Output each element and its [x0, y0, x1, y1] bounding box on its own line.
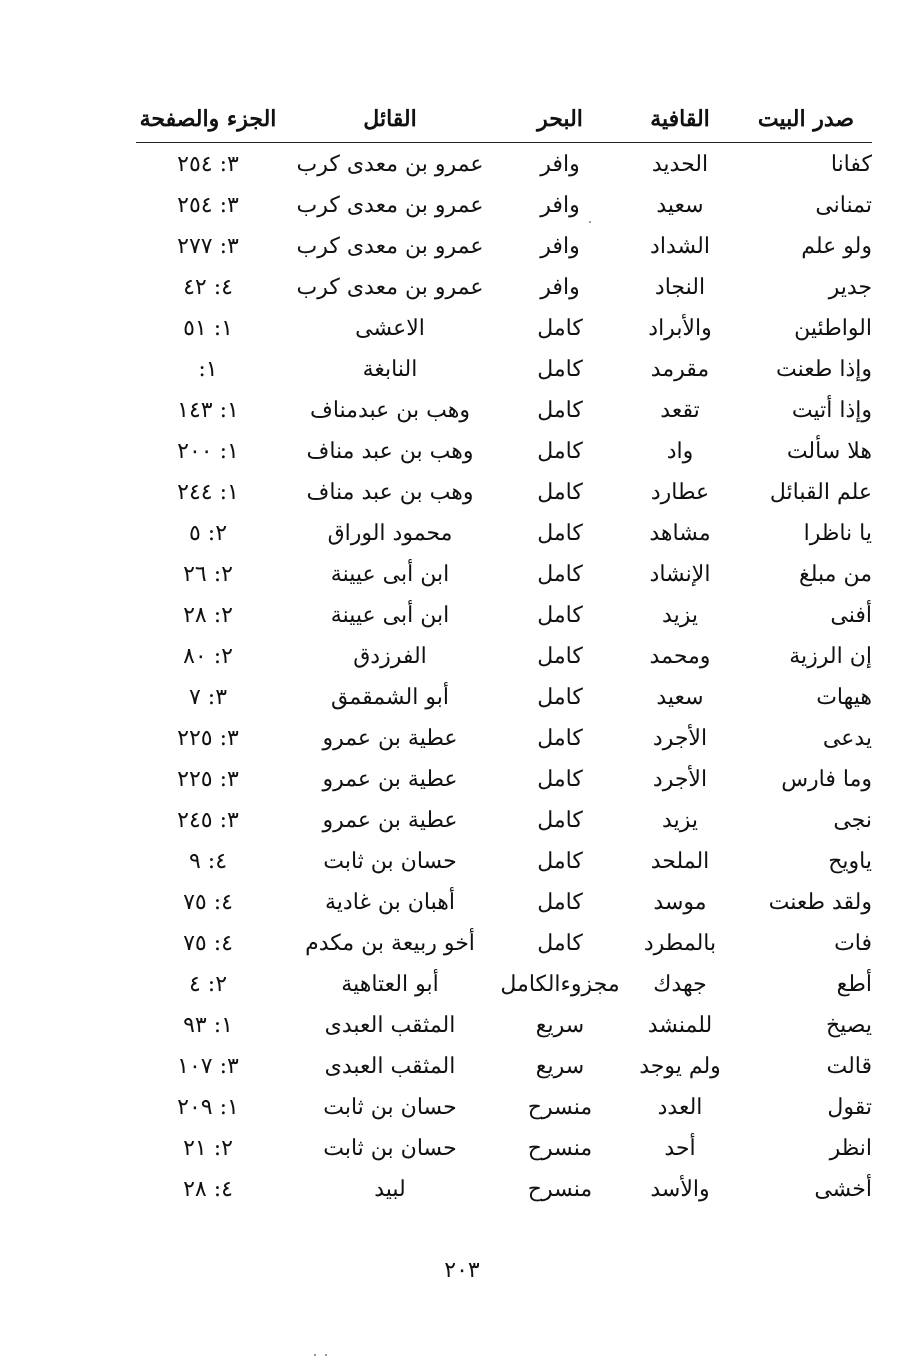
cell-rhyme: ومحمد: [649, 644, 711, 669]
table-row: [136, 595, 872, 636]
cell-meter: كامل: [537, 316, 583, 341]
cell-poet: المثقب العبدى: [324, 1054, 456, 1079]
header-rhyme: القافية: [650, 106, 710, 132]
cell-poet: عمرو بن معدى كرب: [296, 152, 484, 177]
cell-verse: الواطئين: [794, 316, 872, 341]
table-row: [136, 636, 872, 677]
cell-meter: كامل: [537, 603, 583, 628]
cell-volume-page: ٣: ٢٤٥: [177, 808, 239, 833]
page-number: ٢٠٣: [444, 1258, 480, 1283]
cell-meter: وافر: [540, 234, 580, 259]
cell-meter: سريع: [535, 1054, 585, 1079]
cell-poet: أبو العتاهية: [341, 972, 439, 997]
cell-rhyme: الحديد: [651, 152, 709, 177]
cell-rhyme: الإنشاد: [649, 562, 711, 587]
table-row: [136, 882, 872, 923]
cell-poet: النابغة: [362, 357, 418, 382]
cell-rhyme: جهدك: [653, 972, 707, 997]
cell-meter: كامل: [537, 480, 583, 505]
table-row: [136, 759, 872, 800]
cell-poet: عمرو بن معدى كرب: [296, 275, 484, 300]
cell-poet: عطية بن عمرو: [322, 767, 458, 792]
cell-meter: منسرح: [527, 1177, 593, 1202]
cell-rhyme: أحد: [664, 1136, 696, 1161]
cell-meter: كامل: [537, 808, 583, 833]
cell-rhyme: الشداد: [650, 234, 710, 259]
header-verse: صدر البيت: [757, 106, 855, 132]
table-row: [136, 1128, 872, 1169]
cell-poet: حسان بن ثابت: [323, 1136, 457, 1161]
cell-meter: مجزوءالكامل: [500, 972, 620, 997]
cell-verse: قالت: [826, 1054, 872, 1079]
cell-poet: ابن أبى عيينة: [330, 603, 450, 628]
cell-rhyme: مشاهد: [649, 521, 711, 546]
table-row: [136, 677, 872, 718]
cell-meter: كامل: [537, 357, 583, 382]
cell-volume-page: ٢: ٥: [188, 521, 228, 546]
cell-verse: إن الرزية: [789, 644, 872, 669]
cell-volume-page: ٤: ٧٥: [183, 890, 233, 915]
cell-rhyme: العدد: [657, 1095, 703, 1120]
cell-rhyme: عطارد: [650, 480, 710, 505]
cell-meter: وافر: [540, 152, 580, 177]
cell-meter: منسرح: [527, 1136, 593, 1161]
cell-meter: كامل: [537, 685, 583, 710]
cell-volume-page: ٣: ٢٢٥: [177, 726, 239, 751]
cell-volume-page: ٣: ٢٥٤: [177, 193, 239, 218]
cell-poet: عطية بن عمرو: [322, 808, 458, 833]
cell-volume-page: ٤: ٧٥: [183, 931, 233, 956]
cell-volume-page: ٣: ٢٢٥: [177, 767, 239, 792]
cell-volume-page: ٣: ٢٧٧: [177, 234, 239, 259]
cell-rhyme: النجاد: [654, 275, 706, 300]
cell-meter: وافر: [540, 193, 580, 218]
cell-volume-page: ٤: ٢٨: [183, 1177, 233, 1202]
cell-rhyme: يزيد: [662, 808, 698, 833]
cell-verse: وما فارس: [781, 767, 872, 792]
cell-verse: ولو علم: [801, 234, 872, 259]
cell-volume-page: ٣: ٢٥٤: [177, 152, 239, 177]
cell-rhyme: سعيد: [656, 193, 704, 218]
cell-poet: وهب بن عبد مناف: [306, 439, 474, 464]
cell-meter: كامل: [537, 890, 583, 915]
cell-rhyme: والأبراد: [648, 316, 712, 341]
cell-rhyme: تقعد: [660, 398, 700, 423]
table-row: [136, 267, 872, 308]
cell-verse: يا ناظرا: [803, 521, 872, 546]
cell-poet: عطية بن عمرو: [322, 726, 458, 751]
cell-verse: أخشى: [814, 1177, 872, 1202]
cell-verse: كفانا: [830, 152, 872, 177]
cell-rhyme: الأجرد: [652, 726, 708, 751]
cell-poet: حسان بن ثابت: [323, 849, 457, 874]
table-row: [136, 800, 872, 841]
poetry-index-table: [136, 96, 872, 1210]
cell-rhyme: سعيد: [656, 685, 704, 710]
cell-rhyme: موسد: [653, 890, 707, 915]
cell-poet: لبيد: [374, 1177, 406, 1202]
cell-volume-page: ٢: ٢٨: [183, 603, 233, 628]
cell-poet: عمرو بن معدى كرب: [296, 193, 484, 218]
cell-meter: وافر: [540, 275, 580, 300]
cell-meter: سريع: [535, 1013, 585, 1038]
cell-volume-page: ٢: ٨٠: [183, 644, 233, 669]
cell-poet: محمود الوراق: [327, 521, 453, 546]
table-row: [136, 144, 872, 185]
table-row: [136, 472, 872, 513]
table-header-row: [136, 96, 872, 142]
cell-volume-page: ٣: ٧: [188, 685, 228, 710]
cell-poet: أهبان بن غادية: [325, 890, 455, 915]
cell-volume-page: ١: ٢٤٤: [177, 480, 239, 505]
table-row: [136, 718, 872, 759]
cell-poet: حسان بن ثابت: [323, 1095, 457, 1120]
header-poet: القائل: [363, 106, 417, 132]
cell-verse: هيهات: [816, 685, 872, 710]
cell-meter: كامل: [537, 562, 583, 587]
cell-rhyme: الأجرد: [652, 767, 708, 792]
cell-verse: نجى: [833, 808, 872, 833]
cell-poet: وهب بن عبدمناف: [310, 398, 470, 423]
table-row: [136, 185, 872, 226]
cell-verse: وإذا طعنت: [775, 357, 872, 382]
table-row: [136, 1046, 872, 1087]
cell-verse: ياويح: [828, 849, 872, 874]
cell-rhyme: والأسد: [650, 1177, 710, 1202]
cell-meter: كامل: [537, 726, 583, 751]
cell-meter: كامل: [537, 439, 583, 464]
table-row: [136, 390, 872, 431]
cell-meter: كامل: [537, 767, 583, 792]
cell-rhyme: واد: [666, 439, 694, 464]
cell-volume-page: ١:: [198, 357, 218, 382]
cell-verse: من مبلغ: [799, 562, 872, 587]
cell-verse: يصيخ: [825, 1013, 872, 1038]
header-meter: البحر: [537, 106, 583, 132]
cell-volume-page: ٤: ٩: [188, 849, 228, 874]
cell-verse: أفنى: [830, 603, 872, 628]
cell-meter: منسرح: [527, 1095, 593, 1120]
cell-verse: فات: [834, 931, 872, 956]
table-row: [136, 923, 872, 964]
cell-verse: جدير: [828, 275, 872, 300]
cell-meter: كامل: [537, 849, 583, 874]
scan-speck: [589, 221, 591, 223]
table-row: [136, 1169, 872, 1210]
cell-volume-page: ١: ١٤٣: [177, 398, 239, 423]
cell-poet: المثقب العبدى: [324, 1013, 456, 1038]
table-row: [136, 431, 872, 472]
table-body: [136, 144, 872, 1210]
cell-verse: وإذا أتيت: [791, 398, 872, 423]
cell-poet: وهب بن عبد مناف: [306, 480, 474, 505]
cell-verse: أطع: [836, 972, 872, 997]
table-row: [136, 513, 872, 554]
table-row: [136, 1005, 872, 1046]
cell-volume-page: ١: ٥١: [183, 316, 233, 341]
table-row: [136, 1087, 872, 1128]
cell-verse: ولقد طعنت: [768, 890, 872, 915]
cell-verse: تقول: [827, 1095, 872, 1120]
table-row: [136, 554, 872, 595]
table-row: [136, 308, 872, 349]
cell-meter: كامل: [537, 398, 583, 423]
cell-verse: يدعى: [822, 726, 872, 751]
cell-volume-page: ٣: ١٠٧: [177, 1054, 239, 1079]
cell-volume-page: ١: ٢٠٠: [177, 439, 239, 464]
cell-verse: تمنانى: [815, 193, 872, 218]
cell-rhyme: يزيد: [662, 603, 698, 628]
cell-rhyme: للمنشد: [647, 1013, 713, 1038]
cell-rhyme: الملحد: [650, 849, 710, 874]
header-volume-page: الجزء والصفحة: [139, 106, 277, 132]
cell-volume-page: ١: ٢٠٩: [177, 1095, 239, 1120]
cell-poet: أخو ربيعة بن مكدم: [305, 931, 475, 956]
cell-meter: كامل: [537, 931, 583, 956]
cell-poet: ابن أبى عيينة: [330, 562, 450, 587]
cell-volume-page: ٢: ٢١: [183, 1136, 233, 1161]
cell-poet: أبو الشمقمق: [331, 685, 449, 710]
cell-volume-page: ٢: ٢٦: [183, 562, 233, 587]
table-row: [136, 226, 872, 267]
cell-verse: علم القبائل: [769, 480, 872, 505]
cell-rhyme: بالمطرد: [643, 931, 717, 956]
table-row: [136, 349, 872, 390]
cell-meter: كامل: [537, 521, 583, 546]
cell-rhyme: ولم يوجد: [639, 1054, 721, 1079]
table-row: [136, 841, 872, 882]
cell-rhyme: مقرمد: [650, 357, 710, 382]
cell-verse: انظر: [829, 1136, 872, 1161]
cell-poet: الفرزدق: [353, 644, 427, 669]
header-rule: [136, 142, 872, 143]
cell-volume-page: ٢: ٤: [188, 972, 228, 997]
cell-verse: هلا سألت: [786, 439, 872, 464]
cell-volume-page: ١: ٩٣: [183, 1013, 233, 1038]
table-row: [136, 964, 872, 1005]
cell-meter: كامل: [537, 644, 583, 669]
cell-volume-page: ٤: ٤٢: [183, 275, 233, 300]
cell-poet: عمرو بن معدى كرب: [296, 234, 484, 259]
cell-poet: الاعشى: [355, 316, 425, 341]
